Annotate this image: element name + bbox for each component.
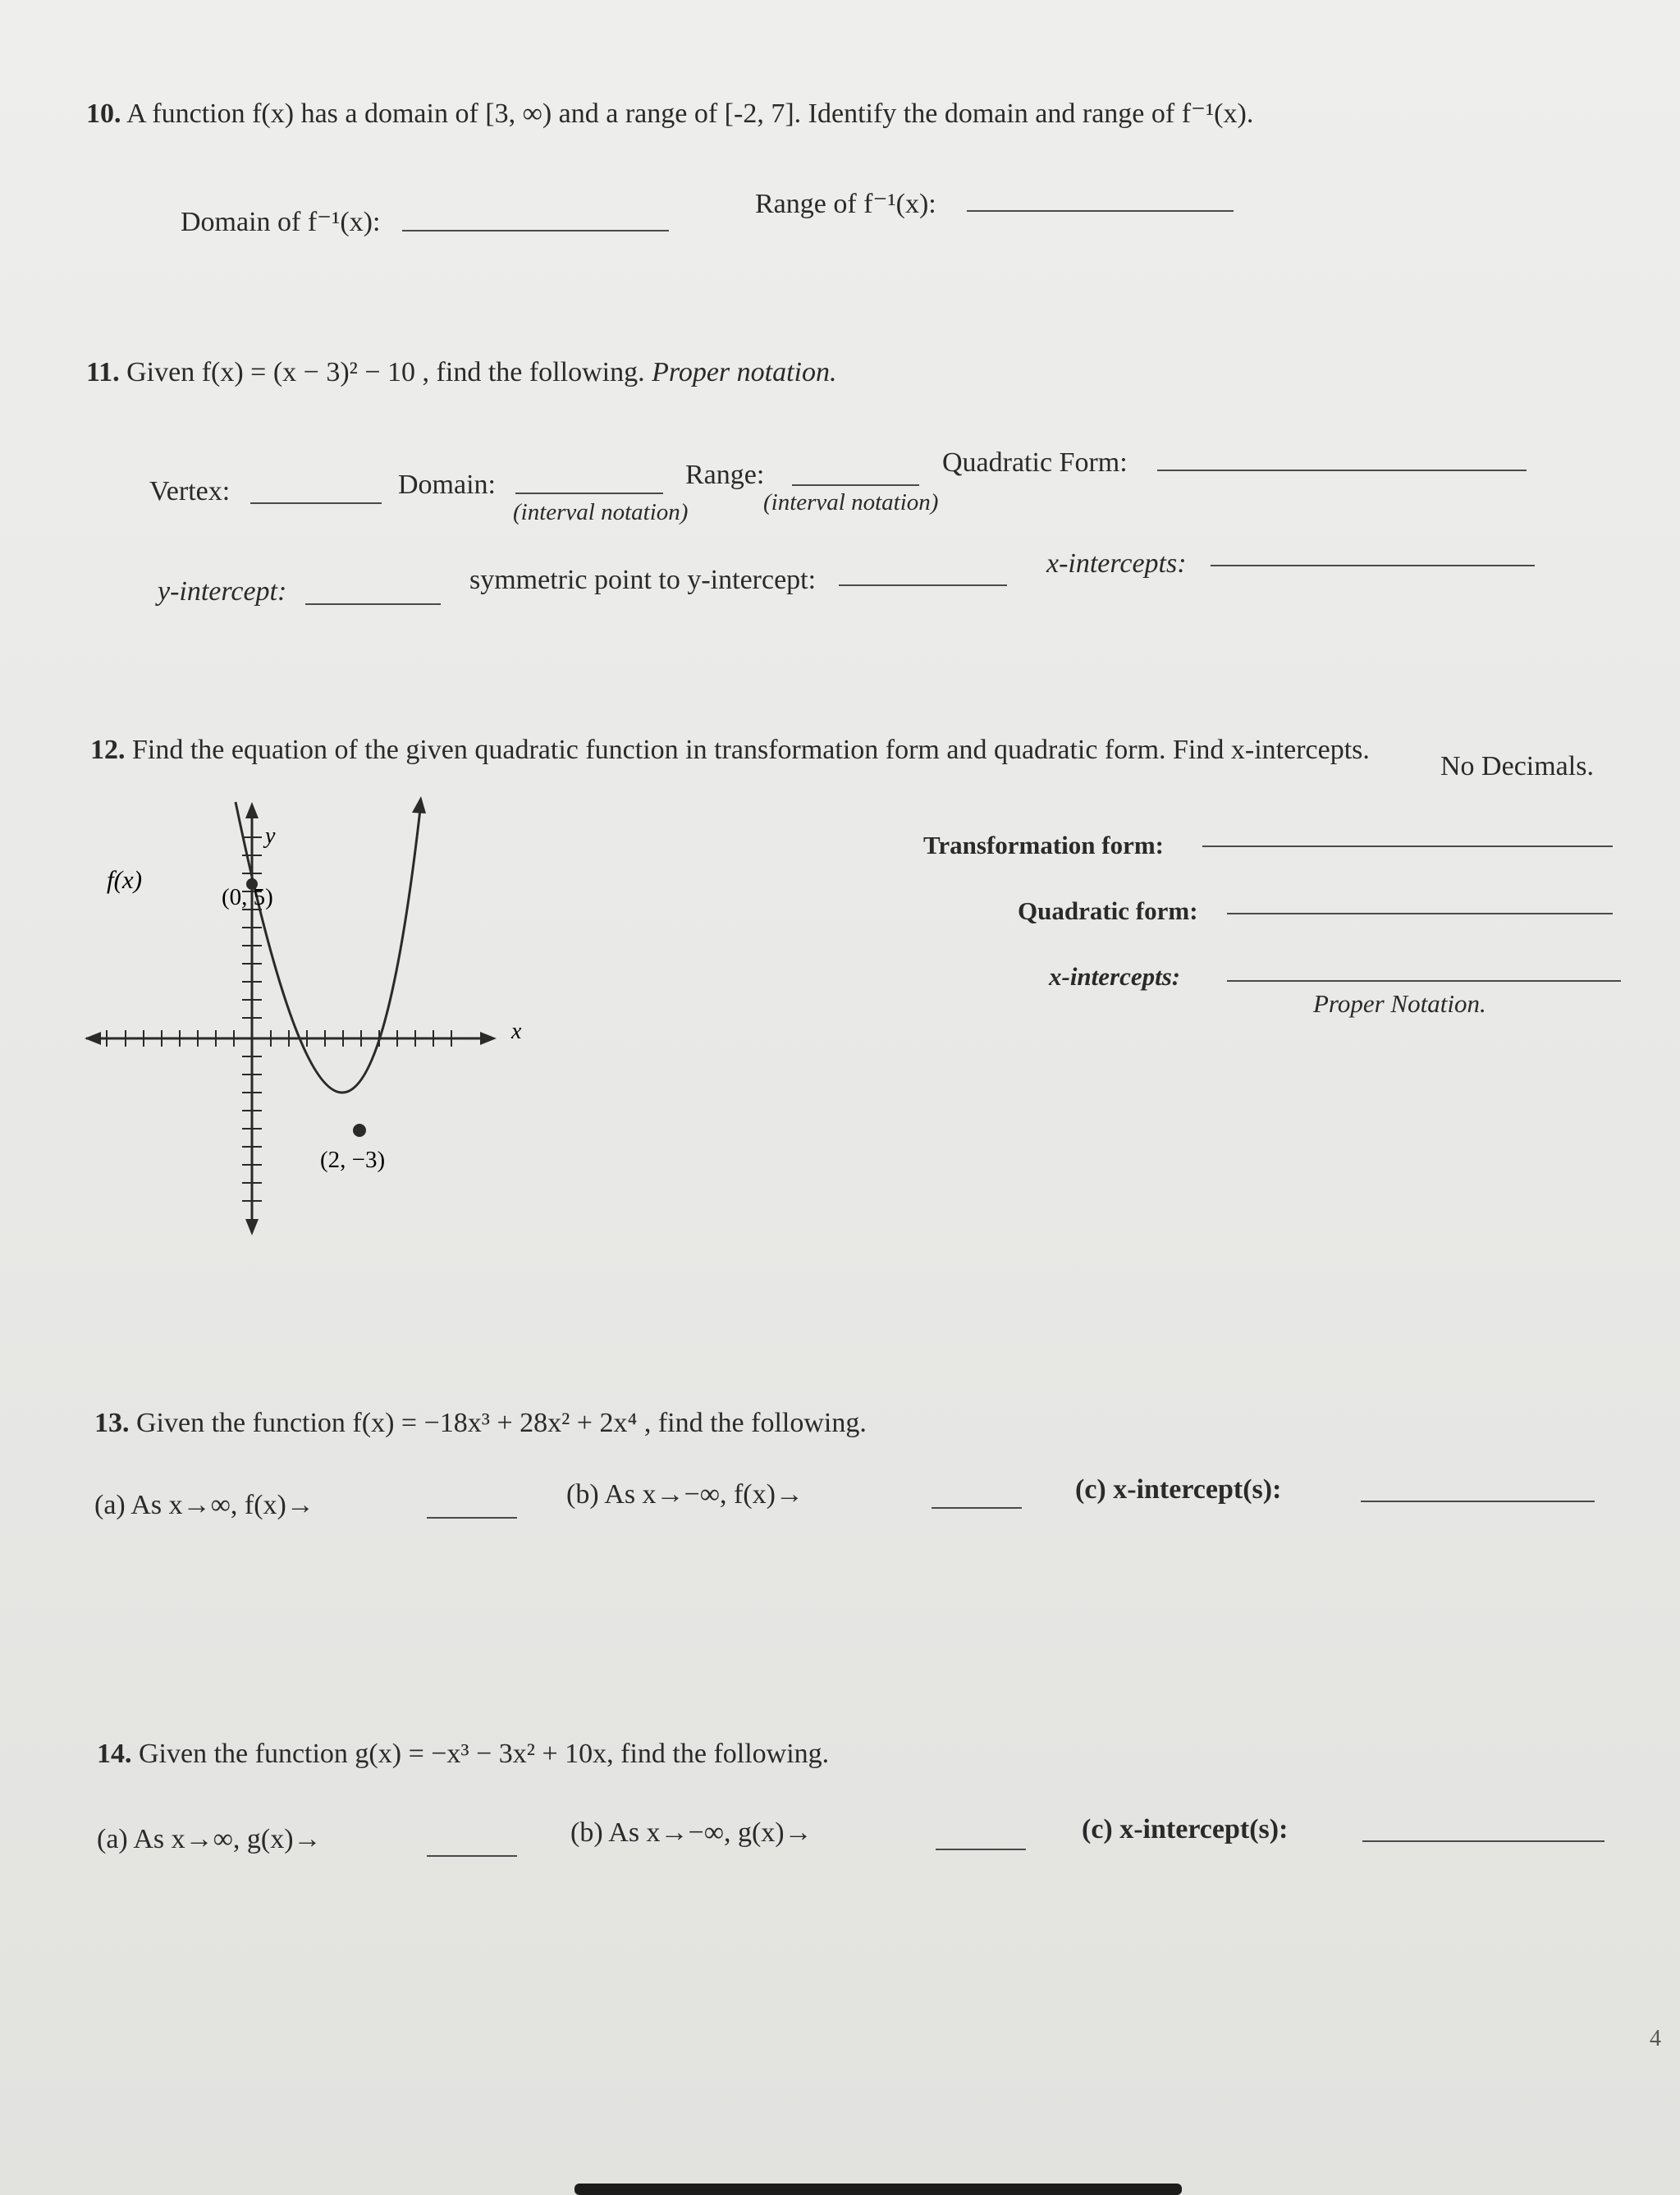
q13-a-label: (a) As x→∞, f(x)→ — [94, 1490, 314, 1520]
q11-domain-label: Domain: — [398, 470, 496, 500]
q11-x-intercepts-blank[interactable] — [1211, 565, 1535, 566]
q11-text — [86, 357, 836, 388]
q10-domain-label: Domain of f⁻¹(x): — [181, 207, 381, 237]
q14-a-blank[interactable] — [427, 1855, 517, 1857]
q12-quadratic-label: Quadratic form: — [1018, 896, 1198, 925]
graph-point-label-y-intercept: (0, 5) — [222, 884, 273, 910]
q12-transformation-blank[interactable] — [1202, 845, 1613, 847]
q11-vertex-label: Vertex: — [149, 476, 231, 506]
q10-text — [86, 97, 1253, 130]
q12-quadratic-blank[interactable] — [1227, 913, 1613, 914]
q11-domain-hint: (interval notation) — [513, 499, 689, 525]
q11-range-label: Range: — [685, 460, 765, 490]
q14-prompt: Given the function g(x) = −x³ − 3x² + 10x, find the following. — [139, 1739, 830, 1769]
parabola-curve — [236, 802, 421, 1093]
q13-b-blank[interactable] — [932, 1507, 1022, 1509]
q11-domain-blank[interactable] — [515, 493, 663, 494]
y-axis-down-arrow — [245, 1219, 259, 1235]
q13-a-blank[interactable] — [427, 1517, 517, 1519]
q14-number: 14. — [97, 1739, 132, 1769]
graph-x-label: x — [511, 1019, 522, 1044]
q12-text — [90, 735, 1370, 766]
q10-range-blank[interactable] — [967, 210, 1234, 212]
q13-text — [94, 1408, 867, 1439]
q12-transformation-label: Transformation form: — [923, 831, 1165, 859]
q12-x-intercepts-blank[interactable] — [1227, 980, 1621, 982]
graph-point-label-vertex: (2, −3) — [320, 1147, 386, 1173]
q14-b-label: (b) As x→−∞, g(x)→ — [570, 1817, 813, 1848]
q11-range-hint: (interval notation) — [763, 489, 939, 516]
q14-c-label: (c) x-intercept(s): — [1082, 1814, 1289, 1844]
q12-no-decimals: No Decimals. — [1440, 751, 1594, 781]
q12-graph — [78, 792, 554, 1252]
x-axis-right-arrow — [480, 1032, 497, 1045]
page-number: 4 — [1650, 2026, 1661, 2051]
q12-prompt: Find the equation of the given quadratic function in transformation form and quadratic form. Find x-intercepts. — [132, 735, 1370, 765]
q12-proper-notation: Proper Notation. — [1313, 989, 1486, 1018]
q11-vertex-blank[interactable] — [250, 502, 382, 504]
y-axis-up-arrow — [245, 802, 259, 818]
point-vertex — [353, 1124, 366, 1137]
q13-number: 13. — [94, 1408, 130, 1438]
q14-a-label: (a) As x→∞, g(x)→ — [97, 1824, 322, 1854]
x-axis-left-arrow — [85, 1032, 101, 1045]
q13-c-label: (c) x-intercept(s): — [1075, 1474, 1282, 1505]
parabola-arrow — [412, 796, 426, 813]
q11-symmetric-label: symmetric point to y-intercept: — [469, 565, 817, 595]
q13-prompt: Given the function f(x) = −18x³ + 28x² + 2x⁴ , find the following. — [136, 1408, 867, 1438]
q11-y-intercept-label: y-intercept: — [158, 576, 287, 607]
q13-b-label: (b) As x→−∞, f(x)→ — [566, 1479, 803, 1510]
q12-number: 12. — [90, 735, 126, 765]
q11-range-blank[interactable] — [792, 484, 919, 486]
graph-fx-label: f(x) — [107, 865, 143, 894]
q14-text — [97, 1739, 829, 1770]
q11-prompt: Given f(x) = (x − 3)² − 10 , find the following. — [126, 357, 645, 387]
q11-quadratic-label: Quadratic Form: — [942, 447, 1128, 478]
graph-y-label: y — [265, 823, 276, 849]
q12-x-intercepts-label: x-intercepts: — [1049, 962, 1181, 991]
q11-quadratic-blank[interactable] — [1157, 470, 1527, 471]
q10-number: 10. — [86, 99, 121, 129]
q11-y-intercept-blank[interactable] — [305, 603, 441, 605]
q10-range-label: Range of f⁻¹(x): — [755, 189, 936, 219]
q14-b-blank[interactable] — [936, 1849, 1026, 1850]
q11-number: 11. — [86, 357, 120, 387]
q14-c-blank[interactable] — [1362, 1840, 1604, 1842]
q11-proper-notation: Proper notation. — [652, 357, 837, 387]
q13-c-blank[interactable] — [1361, 1501, 1595, 1502]
q11-x-intercepts-label: x-intercepts: — [1046, 548, 1187, 579]
q11-symmetric-blank[interactable] — [839, 584, 1007, 586]
home-indicator-bar — [574, 2184, 1182, 2195]
q10-domain-blank[interactable] — [402, 230, 669, 231]
q10-prompt: A function f(x) has a domain of [3, ∞) and a range of [-2, 7]. Identify the domain and range of f⁻¹(x). — [126, 99, 1254, 129]
